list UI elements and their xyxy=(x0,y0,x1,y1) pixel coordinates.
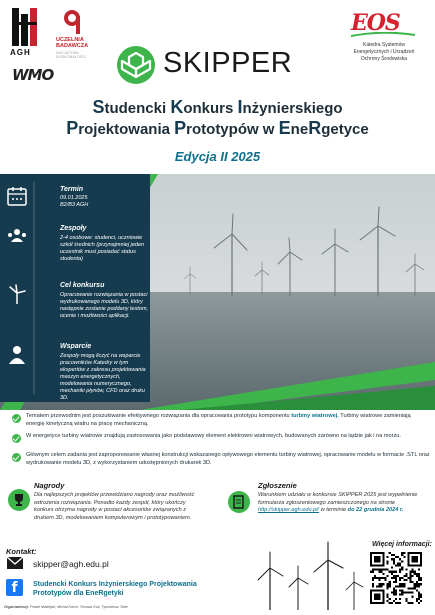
registration-link[interactable]: http://skipper.agh.edu.pl/ xyxy=(258,507,320,513)
bullet-text: Głównym celem zadania jest zaproponowanie własnej konstrukcji wskazanego opływowego elementu turbiny wiatrowej, opracowanie modelu w formacie .STL oraz wydrukowanie modelu 3D, z wykorzystaniem udostępnionych drukarek 3D. xyxy=(26,452,430,466)
agh-text: AGH xyxy=(10,48,31,57)
edition-label: Edycja II 2025 xyxy=(174,149,261,164)
qr-code[interactable] xyxy=(370,552,422,604)
wind-turbine-icon xyxy=(6,283,28,305)
contest-title-line1: Studencki Konkurs Inżynierskiego xyxy=(92,97,343,117)
eos-logo xyxy=(341,10,427,76)
check-icon xyxy=(12,434,21,443)
panel-item-title: Zespoły xyxy=(60,225,87,232)
wmo-logo: WMO xyxy=(12,66,54,84)
eos-wordmark: EOS xyxy=(351,10,400,36)
awards-title: Nagrody xyxy=(34,481,65,490)
panel-item-text: 2-4 osobowe: studenci, uczniowie szkół średnich (przynajmniej jeden uczestnik musi posiadać status studenta) xyxy=(60,235,145,262)
panel-item-title: Wsparcie xyxy=(60,343,92,350)
calendar-icon xyxy=(6,185,28,207)
team-icon xyxy=(6,226,28,248)
awards-text: Dla najlepszych projektów przewidziano nagrody oraz możliwość wdrożenia rozwiązania. Ponadto każdy zespół, który ukończy konkurs otrzyma nagrody w postaci akcesoriów związanych z drukiem 3D, modelowaniem komputerowym i prototypowaniem. xyxy=(34,492,195,521)
skipper-logo-icon xyxy=(117,46,155,84)
trophy-icon xyxy=(8,489,30,511)
form-icon xyxy=(228,491,250,513)
panel-item-text: Zespoły mogą liczyć na wsparcie pracowników Katedry w tym ekspertów z zakresu projektowania maszyn energetycznych, modelowania numerycznego, mechaniki płynów, CFD oraz druku 3D. xyxy=(60,353,146,401)
agh-logo xyxy=(8,8,42,60)
contact-title: Kontakt: xyxy=(6,547,37,556)
wind-turbines-illustration xyxy=(250,538,370,610)
registration-title: Zgłoszenie xyxy=(258,481,297,490)
bullet-text: Tematem przewodnim jest poszukiwanie efektywnego rozwiązania dla opracowania prototypu komponentu turbiny wiatrowej. Turbiny wiatrowe zamieniają energię kinetyczną wiatru na pracę mechaniczną. xyxy=(26,413,411,427)
organizers-line: Organizatorzy: Paweł Madejski, Michał Karch, Tomasz Kuś, Tymoteusz Tarłe xyxy=(4,605,128,609)
panel-item-title: Cel konkursu xyxy=(60,282,105,289)
registration-text: Warunkiem udziału w konkursie SKIPPER 2025 jest wypełnienie formularza zgłoszeniowego zamieszczonego na stronie http://skipper.agh.edu.pl/ w terminie do 22 grudnia 2024 r. xyxy=(258,492,418,513)
mail-icon xyxy=(6,555,24,571)
more-info-label: Więcej informacji: xyxy=(372,541,432,548)
contest-title-line2: Projektowania Prototypów w EneRgetyce xyxy=(66,118,369,138)
facebook-page-link[interactable]: Studencki Konkurs Inżynierskiego Projektowania Prototypów dla EneRgetyki xyxy=(33,581,197,597)
contact-email-link[interactable]: skipper@agh.edu.pl xyxy=(33,559,109,569)
research-university-logo xyxy=(56,10,104,60)
research-university-subtext: INICJATYWA DOSKONAŁOŚCI xyxy=(56,51,87,59)
skipper-title: SKIPPER xyxy=(163,47,293,79)
bullet-text: W energetyce turbiny wiatrowe znajdują zastosowania jako podstawowy element elektrowni wiatrowych, budowanych zarówno na lądzie jak i na morzu. xyxy=(26,433,401,439)
panel-item-text: 09.01.2025 B2/B3 AGH xyxy=(60,195,89,208)
research-university-mark-icon xyxy=(64,10,86,34)
panel-item-text: Opracowanie rozwiązania w postaci wydrukowanego modelu 3D, który następnie zostanie poddany testom, ocenie i możliwości aplikacji. xyxy=(60,292,149,319)
check-icon xyxy=(12,414,21,423)
check-icon xyxy=(12,453,21,462)
eos-swoosh-icon xyxy=(349,32,417,38)
eos-department-name: Katedra Systemów Energetycznych i Urządzeń Ochrony Środowiska xyxy=(353,42,415,62)
panel-item-title: Termin xyxy=(60,186,84,193)
facebook-icon[interactable]: f xyxy=(6,579,23,596)
agh-emblem-icon xyxy=(12,8,38,46)
support-icon xyxy=(6,344,28,366)
research-university-text: UCZELNIA BADAWCZA xyxy=(56,37,89,49)
